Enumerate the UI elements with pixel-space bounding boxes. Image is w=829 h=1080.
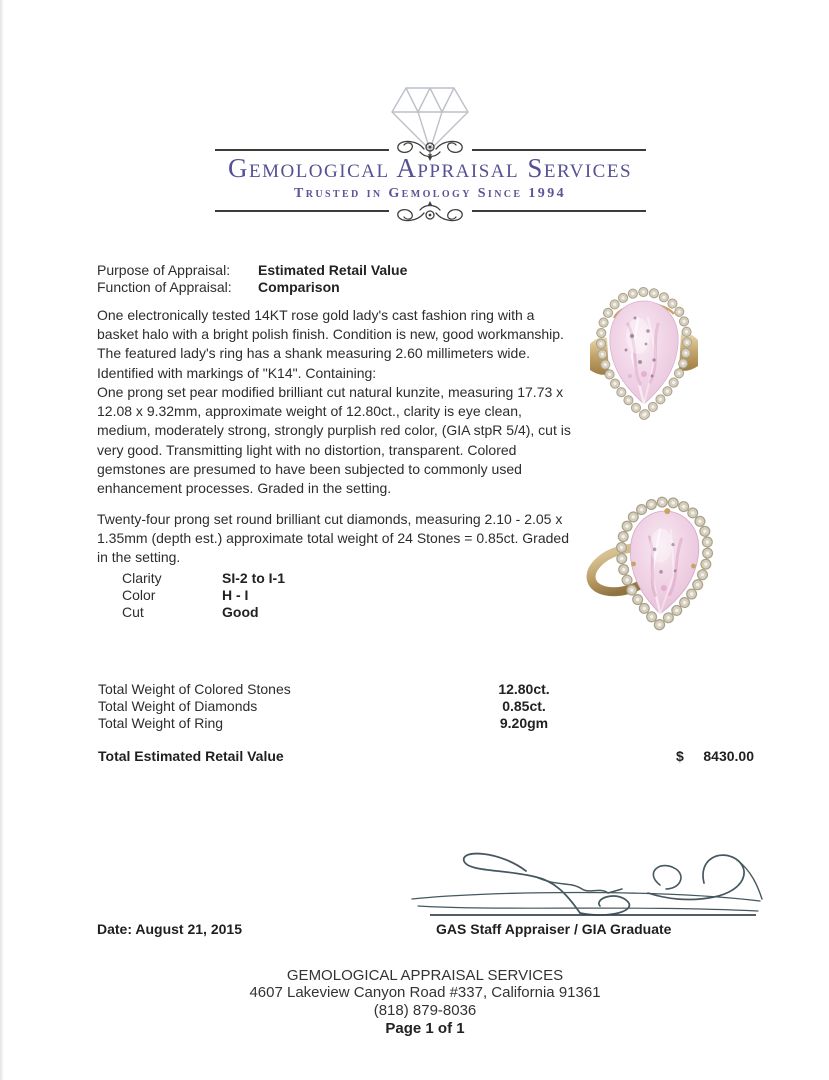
grade-value: SI-2 to I-1 (222, 570, 286, 586)
total-value: 12.80ct. (498, 681, 550, 697)
header-rule-top-right (472, 149, 646, 151)
weight-totals-table (98, 681, 586, 731)
header-rule-top-left (215, 149, 389, 151)
appraiser-signature (408, 843, 770, 923)
total-label: Total Weight of Ring (98, 714, 224, 731)
org-title: Gemological Appraisal Services (227, 153, 633, 183)
meta-row (97, 279, 407, 296)
grade-label: Cut (122, 604, 144, 621)
diamond-grades-table (122, 570, 285, 622)
meta-value: Comparison (258, 279, 340, 296)
retail-amount: 8430.00 (703, 748, 754, 764)
meta-value: Estimated Retail Value (258, 262, 408, 278)
total-row (98, 715, 586, 732)
grade-row (122, 570, 285, 587)
grade-value: H - I (222, 587, 249, 604)
meta-label: Purpose of Appraisal: (97, 262, 231, 278)
total-row (98, 681, 586, 698)
appraisal-meta (97, 262, 407, 296)
total-value: 0.85ct. (502, 697, 546, 714)
header-rule-bottom-left (215, 210, 389, 212)
appraiser-title: GAS Staff Appraiser / GIA Graduate (436, 921, 672, 937)
total-value: 9.20gm (499, 714, 549, 731)
ring-photo-top-view (588, 284, 700, 426)
scroll-ornament-bottom-icon (387, 200, 473, 224)
grade-value: Good (222, 604, 259, 621)
ring-description-paragraph: One electronically tested 14KT rose gold lady's cast fashion ring with a basket halo with a bright polish finish. Condition is new, good workmanship. The featured lady's ring has a shank measuring 2.60 millimeters wide. Identified with markings of "K14". Containing: (97, 307, 564, 381)
diamonds-description-paragraph: Twenty-four prong set round brilliant cut diamonds, measuring 2.10 - 2.05 x 1.35mm (depth est.) approximate total weight of 24 Stones = 0.85ct. Graded in the setting. (97, 511, 569, 566)
meta-label: Function of Appraisal: (97, 279, 232, 296)
total-row (98, 698, 586, 715)
grade-label: Clarity (122, 570, 162, 586)
retail-currency-symbol: $ (676, 748, 684, 764)
ring-photo-side-view (584, 494, 732, 632)
header-rule-bottom-right (472, 210, 646, 212)
retail-value-label: Total Estimated Retail Value (98, 748, 284, 764)
kunzite-description-paragraph: One prong set pear modified brilliant cut natural kunzite, measuring 17.73 x 12.08 x 9.32mm, approximate weight of 12.80ct., clarity is eye clean, medium, moderately strong, strongly purplish red color, (GIA stpR 5/4), cut is very good. Transmitting light with no distortion, transparent. Colored gemstones are presumed to have been subjected to commonly used enhancement processes. Graded in the setting. (97, 384, 571, 497)
page-number: Page 1 of 1 (385, 1020, 465, 1037)
scan-edge-artifact (0, 0, 4, 1080)
footer-org: GEMOLOGICAL APPRAISAL SERVICES (286, 967, 564, 984)
grade-row (122, 604, 285, 621)
footer-address: 4607 Lakeview Canyon Road #337, California 91361 (249, 984, 601, 1002)
footer-contact-block (21, 967, 829, 1019)
footer-phone: (818) 879-8036 (373, 1001, 477, 1019)
meta-row (97, 262, 407, 279)
grade-label: Color (122, 587, 156, 604)
total-label: Total Weight of Diamonds (98, 697, 258, 714)
grade-row (122, 587, 285, 604)
org-tagline: Trusted in Gemology Since 1994 (293, 186, 567, 201)
appraisal-date: Date: August 21, 2015 (97, 921, 242, 937)
total-label: Total Weight of Colored Stones (98, 681, 291, 697)
